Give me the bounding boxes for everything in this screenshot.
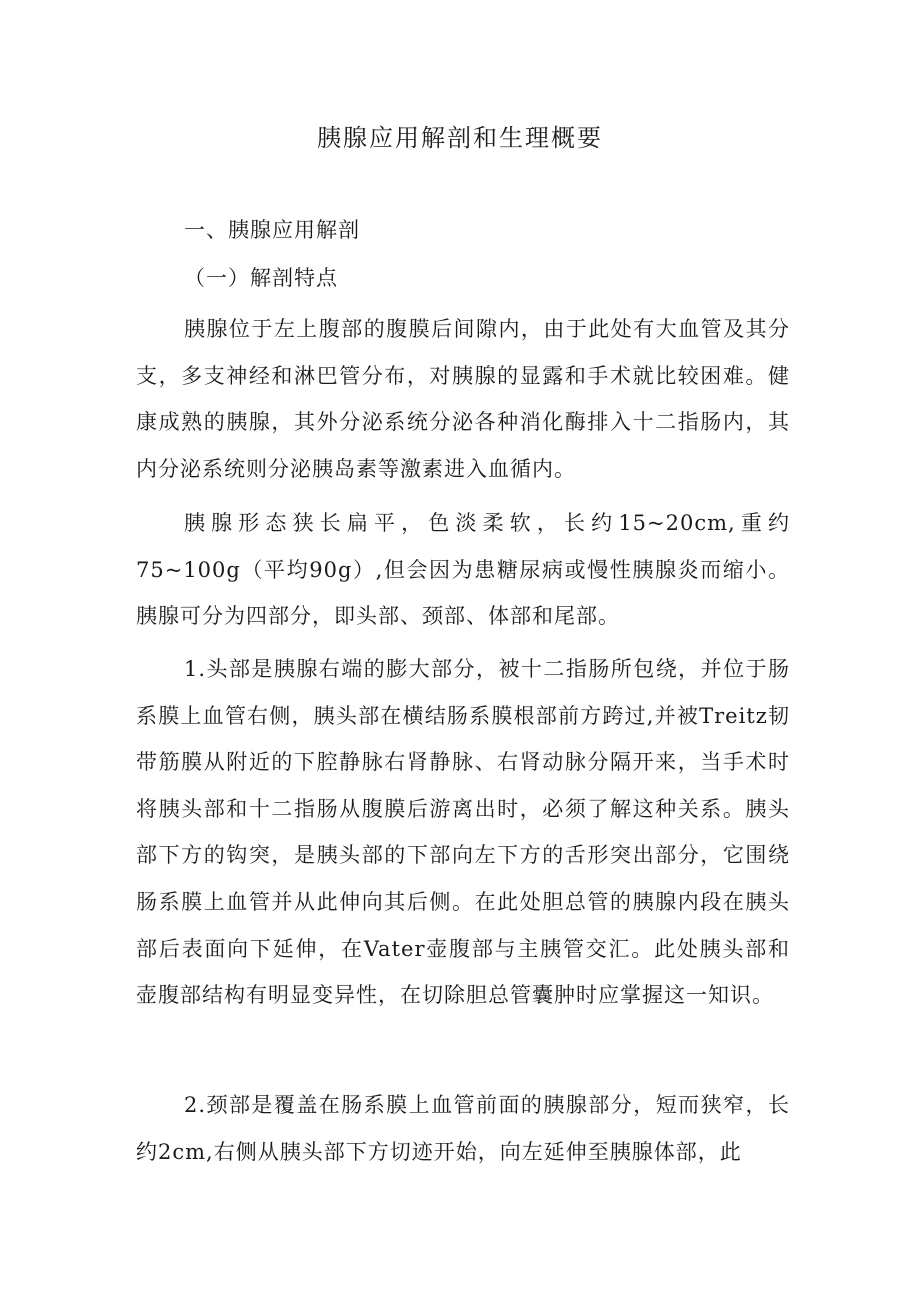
paragraph-2: 胰腺形态狭长扁平，色淡柔软，长约15~20cm,重约75~100g（平均90g）,但会因为患糖尿病或慢性胰腺炎而缩小。胰腺可分为四部分，即头部、颈部、体部和尾部。 — [136, 511, 790, 629]
document-title: 胰腺应用解剖和生理概要 — [317, 124, 603, 152]
paragraph-1: 胰腺位于左上腹部的腹膜后间隙内，由于此处有大血管及其分支，多支神经和淋巴管分布，对胰腺的显露和手术就比较困难。健康成熟的胰腺，其外分泌系统分泌各种消化酶排入十二指肠内，其内分泌系统则分泌胰岛素等激素进入血循内。 — [136, 317, 790, 481]
paragraph-3: 1.头部是胰腺右端的膨大部分，被十二指肠所包绕，并位于肠系膜上血管右侧，胰头部在横结肠系膜根部前方跨过,并被Treitz韧带筋膜从附近的下腔静脉右肾静脉、右肾动脉分隔开来，当手术时将胰头部和十二指肠从腹膜后游离出时，必须了解这种关系。胰头部下方的钩突，是胰头部的下部向左下方的舌形突出部分，它围绕肠系膜上血管并从此伸向其后侧。在此处胆总管的胰腺内段在胰头部后表面向下延伸，在Vater壶腹部与主胰管交汇。此处胰头部和壶腹部结构有明显变异性，在切除胆总管囊肿时应掌握这一知识。 — [136, 657, 790, 1008]
section-heading: 一、胰腺应用解剖 — [184, 218, 360, 242]
paragraph-4: 2.颈部是覆盖在肠系膜上血管前面的胰腺部分，短而狭窄，长约2cm,右侧从胰头部下方切迹开始，向左延伸至胰腺体部，此 — [136, 1093, 790, 1164]
subsection-heading: （一）解剖特点 — [184, 266, 338, 290]
